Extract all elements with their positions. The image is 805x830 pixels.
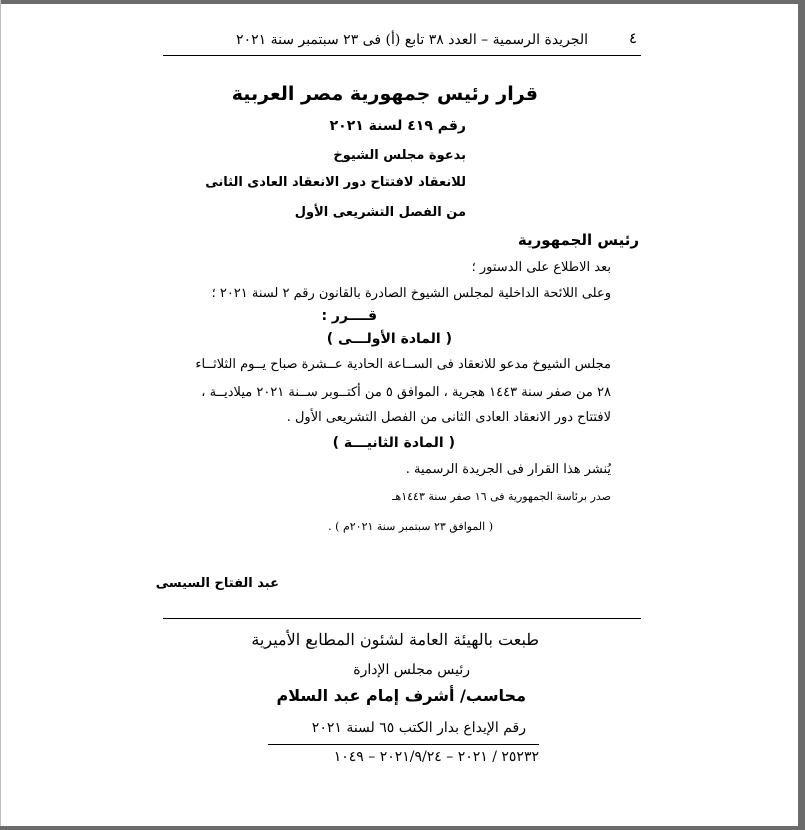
- colophon-rule: [163, 618, 641, 619]
- running-title: الجريدة الرسمية – العدد ٣٨ تابع (أ) فى ٢٣ سبتمبر سنة ٢٠٢١: [236, 32, 588, 48]
- chair-title: رئيس مجلس الإدارة: [353, 662, 470, 678]
- decree-subject-3: من الفصل التشريعى الأول: [294, 205, 466, 220]
- article-1-line-1: مجلس الشيوخ مدعو للانعقاد فى الســاعة الحادية عــشرة صباح يــوم الثلاثــاء: [195, 357, 611, 372]
- order-rule: [268, 744, 539, 745]
- signature: عبد الفتاح السيسى: [155, 576, 279, 591]
- viewer-left-border: [0, 0, 1, 830]
- header-rule: [163, 55, 641, 56]
- issued-at: صدر برئاسة الجمهورية فى ١٦ صفر سنة ١٤٤٣هـ: [392, 490, 611, 503]
- decree-subject-2: للانعقاد لافتتاح دور الانعقاد العادى الثانى: [205, 175, 466, 190]
- viewer-right-border: [798, 0, 805, 830]
- article-2-title: ( المادة الثانيـــة ): [332, 435, 455, 451]
- viewer-top-border: [0, 0, 805, 4]
- article-2-line-1: يُنشر هذا القرار فى الجريدة الرسمية .: [405, 462, 611, 477]
- article-1-line-2: ٢٨ من صفر سنة ١٤٤٣ هجرية ، الموافق ٥ من أكتــوبر ســنة ٢٠٢١ ميلاديــة ،: [201, 385, 611, 400]
- viewer-bottom-border: [0, 826, 805, 830]
- preamble-bylaws: وعلى اللائحة الداخلية لمجلس الشيوخ الصادرة بالقانون رقم ٢ لسنة ٢٠٢١ ؛: [211, 286, 611, 301]
- decree-subject-1: بدعوة مجلس الشيوخ: [333, 148, 466, 163]
- decree-heading: قرار رئيس جمهورية مصر العربية: [231, 83, 538, 105]
- order-code: ٢٥٢٣٢ / ٢٠٢١ – ٢٠٢١/٩/٢٤ – ١٠٤٩: [333, 749, 539, 765]
- article-1-line-3: لافتتاح دور الانعقاد العادى الثانى من الفصل التشريعى الأول .: [286, 410, 611, 425]
- issued-equivalent: ( الموافق ٢٣ سبتمبر سنة ٢٠٢١م ) .: [328, 520, 493, 533]
- printer-name: طبعت بالهيئة العامة لشئون المطابع الأميرية: [251, 630, 539, 649]
- chair-name: محاسب/ أشرف إمام عبد السلام: [276, 686, 526, 705]
- decree-number: رقم ٤١٩ لسنة ٢٠٢١: [329, 118, 466, 134]
- issuer-title: رئيس الجمهورية: [517, 231, 639, 249]
- deposit-number: رقم الإيداع بدار الكتب ٦٥ لسنة ٢٠٢١: [311, 720, 526, 736]
- preamble-constitution: بعد الاطلاع على الدستور ؛: [471, 260, 611, 275]
- decided-label: قــــرر :: [321, 308, 377, 324]
- page-number: ٤: [628, 29, 637, 47]
- article-1-title: ( المادة الأولـــى ): [326, 331, 452, 347]
